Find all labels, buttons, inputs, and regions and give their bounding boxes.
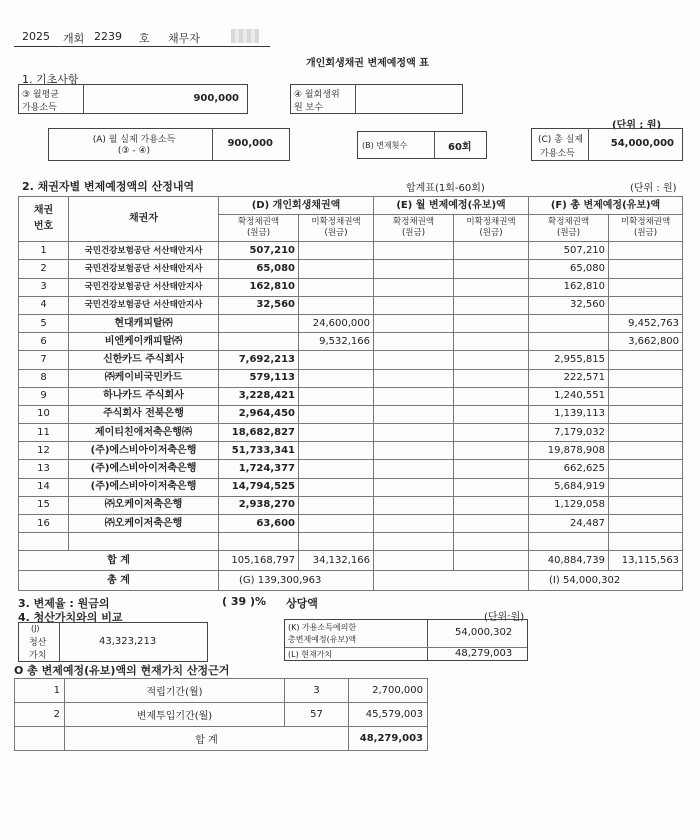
repayment-rate: ( 39 )% — [222, 595, 267, 608]
total-i: (I) 54,000,302 — [529, 571, 683, 591]
e-unconfirmed-header: 미확정채권액 (원금) — [454, 215, 529, 242]
row-e-confirmed — [374, 242, 454, 260]
row-creditor: 국민건강보험공단 서산태안지사 — [69, 278, 219, 296]
row-e-confirmed — [374, 260, 454, 278]
header-debtor-label: 채무자 — [168, 32, 200, 45]
row-no: 14 — [19, 478, 69, 496]
redacted-debtor-name — [231, 29, 259, 43]
header-underline — [14, 46, 270, 47]
row-e-confirmed — [374, 278, 454, 296]
row-no: 9 — [19, 387, 69, 405]
row-no: 5 — [19, 314, 69, 332]
row-d-confirmed: 18,682,827 — [219, 424, 299, 442]
row-e-confirmed — [374, 496, 454, 514]
row-d-unconfirmed: 24,600,000 — [299, 314, 374, 332]
row-creditor: (주)에스비아이저축은행 — [69, 442, 219, 460]
table-row — [19, 496, 683, 514]
table-row — [19, 351, 683, 369]
row-f-unconfirmed — [609, 424, 683, 442]
row-f-unconfirmed — [609, 442, 683, 460]
b-label: (B) 변제횟수 — [362, 141, 408, 150]
row-e-unconfirmed — [454, 478, 529, 496]
row-creditor: 주식회사 전북은행 — [69, 405, 219, 423]
basis-amount: 2,700,000 — [349, 679, 428, 703]
table-row — [19, 405, 683, 423]
table-row — [19, 478, 683, 496]
row-no: 7 — [19, 351, 69, 369]
trustee-fee-box — [290, 84, 463, 114]
table-row — [19, 260, 683, 278]
row-e-confirmed — [374, 515, 454, 533]
row-creditor: 국민건강보험공단 서산태안지사 — [69, 260, 219, 278]
basis-no: 2 — [15, 703, 65, 727]
section4-title: 4. 청산가치와의 비교 — [18, 611, 123, 624]
present-value-basis-table — [14, 678, 428, 751]
trustee-fee-label-2: 원 보수 — [294, 103, 323, 113]
row-d-unconfirmed — [299, 424, 374, 442]
row-d-confirmed: 7,692,213 — [219, 351, 299, 369]
d-unconfirmed-header: 미확정채권액 (원금) — [299, 215, 374, 242]
monthly-income-value: 900,000 — [193, 93, 239, 104]
row-f-confirmed: 2,955,815 — [529, 351, 609, 369]
row-e-unconfirmed — [454, 515, 529, 533]
row-d-unconfirmed — [299, 260, 374, 278]
row-d-unconfirmed — [299, 296, 374, 314]
row-creditor: ㈜케이비국민카드 — [69, 369, 219, 387]
section3-suffix: 상당액 — [286, 597, 318, 610]
l-value: 48,279,003 — [455, 648, 513, 659]
row-e-confirmed — [374, 351, 454, 369]
row-d-unconfirmed — [299, 478, 374, 496]
a-value: 900,000 — [227, 138, 273, 149]
row-creditor: 하나카드 주식회사 — [69, 387, 219, 405]
j-label-3: 가치 — [29, 651, 47, 661]
sum-f-confirmed: 40,884,739 — [529, 551, 609, 571]
f-confirmed-header: 확정채권액 (원금) — [529, 215, 609, 242]
row-f-unconfirmed — [609, 278, 683, 296]
row-e-unconfirmed — [454, 496, 529, 514]
a-available-income-box — [48, 128, 290, 161]
row-f-unconfirmed: 9,452,763 — [609, 314, 683, 332]
section1-unit: (단위 : 원) — [612, 120, 662, 131]
total-g: (G) 139,300,963 — [219, 571, 374, 591]
row-creditor: 국민건강보험공단 서산태안지사 — [69, 242, 219, 260]
row-d-confirmed: 65,080 — [219, 260, 299, 278]
j-label-1: (J) — [31, 624, 40, 633]
row-f-unconfirmed — [609, 405, 683, 423]
col-creditor-header: 채권자 — [69, 197, 219, 242]
table-row — [19, 333, 683, 351]
e-confirmed-header: 확정채권액 (원금) — [374, 215, 454, 242]
c-value: 54,000,000 — [610, 138, 674, 149]
row-f-unconfirmed — [609, 515, 683, 533]
row-e-unconfirmed — [454, 369, 529, 387]
row-creditor: 국민건강보험공단 서산태안지사 — [69, 296, 219, 314]
present-value-comparison-box — [284, 619, 528, 661]
row-f-unconfirmed — [609, 496, 683, 514]
row-d-unconfirmed — [299, 387, 374, 405]
header-case-type: 개회 — [63, 32, 85, 45]
row-d-confirmed: 63,600 — [219, 515, 299, 533]
table-row — [19, 369, 683, 387]
row-d-confirmed: 162,810 — [219, 278, 299, 296]
row-e-unconfirmed — [454, 405, 529, 423]
row-creditor: 현대캐피탈㈜ — [69, 314, 219, 332]
b-value: 60회 — [448, 142, 472, 153]
row-e-unconfirmed — [454, 260, 529, 278]
row-f-confirmed: 65,080 — [529, 260, 609, 278]
header-case-no: 2239 — [94, 30, 122, 43]
table-row — [19, 515, 683, 533]
row-e-confirmed — [374, 369, 454, 387]
row-e-confirmed — [374, 333, 454, 351]
basis-row — [15, 703, 428, 727]
b-repayment-count-box — [357, 131, 487, 159]
row-creditor: 비엔케이캐피탈㈜ — [69, 333, 219, 351]
header-ho: 호 — [139, 32, 150, 45]
row-f-unconfirmed — [609, 460, 683, 478]
row-f-confirmed: 162,810 — [529, 278, 609, 296]
row-f-confirmed — [529, 314, 609, 332]
row-f-confirmed: 5,684,919 — [529, 478, 609, 496]
row-d-confirmed — [219, 333, 299, 351]
row-no: 1 — [19, 242, 69, 260]
row-e-unconfirmed — [454, 314, 529, 332]
row-d-confirmed: 1,724,377 — [219, 460, 299, 478]
row-d-unconfirmed: 9,532,166 — [299, 333, 374, 351]
row-d-confirmed: 32,560 — [219, 296, 299, 314]
table-row — [19, 242, 683, 260]
row-e-confirmed — [374, 442, 454, 460]
row-no: 4 — [19, 296, 69, 314]
row-d-confirmed: 579,113 — [219, 369, 299, 387]
document-title: 개인회생채권 변제예정액 표 — [306, 58, 429, 69]
row-no: 6 — [19, 333, 69, 351]
row-f-unconfirmed — [609, 242, 683, 260]
row-d-unconfirmed — [299, 405, 374, 423]
row-e-unconfirmed — [454, 296, 529, 314]
row-e-unconfirmed — [454, 242, 529, 260]
row-d-unconfirmed — [299, 442, 374, 460]
row-e-confirmed — [374, 387, 454, 405]
blank-row — [19, 533, 683, 551]
basis-months: 57 — [285, 703, 349, 727]
col-no-header: 채권 번호 — [19, 197, 69, 242]
total-label: 총 계 — [19, 571, 219, 591]
c-label-2: 가용소득 — [540, 149, 575, 159]
table-row — [19, 278, 683, 296]
section1-title: 1. 기초사항 — [22, 73, 79, 86]
row-e-unconfirmed — [454, 387, 529, 405]
row-no: 11 — [19, 424, 69, 442]
table-row — [19, 296, 683, 314]
row-f-confirmed: 1,129,058 — [529, 496, 609, 514]
k-label-2: 총변제예정(유보)액 — [288, 635, 357, 644]
table-row — [19, 460, 683, 478]
c-label-1: (C) 총 실제 — [538, 135, 584, 145]
j-value: 43,323,213 — [99, 636, 157, 647]
row-e-confirmed — [374, 314, 454, 332]
creditor-repayment-table — [18, 196, 683, 591]
basis-amount: 45,579,003 — [349, 703, 428, 727]
row-creditor: 제이티친애저축은행㈜ — [69, 424, 219, 442]
row-d-confirmed: 14,794,525 — [219, 478, 299, 496]
row-creditor: 신한카드 주식회사 — [69, 351, 219, 369]
section2-summary-note: 합계표(1회-60회) — [406, 183, 485, 194]
row-no: 12 — [19, 442, 69, 460]
row-d-unconfirmed — [299, 515, 374, 533]
j-label-2: 청산 — [29, 638, 47, 648]
row-no: 10 — [19, 405, 69, 423]
row-d-unconfirmed — [299, 460, 374, 478]
monthly-income-label-1: ③ 월평균 — [22, 90, 60, 100]
monthly-income-box — [18, 84, 248, 114]
row-d-confirmed: 2,964,450 — [219, 405, 299, 423]
row-d-confirmed — [219, 314, 299, 332]
basis-label: 적립기간(월) — [65, 679, 285, 703]
basis-sum-label: 합 계 — [65, 727, 349, 751]
d-confirmed-header: 확정채권액 (원금) — [219, 215, 299, 242]
section2-title: 2. 채권자별 변제예정액의 산정내역 — [22, 180, 195, 193]
row-e-confirmed — [374, 424, 454, 442]
row-f-unconfirmed — [609, 351, 683, 369]
row-d-unconfirmed — [299, 369, 374, 387]
row-f-unconfirmed — [609, 387, 683, 405]
row-d-confirmed: 507,210 — [219, 242, 299, 260]
table-row — [19, 314, 683, 332]
basis-sum-row — [15, 727, 428, 751]
sum-row — [19, 551, 683, 571]
row-no: 16 — [19, 515, 69, 533]
f-unconfirmed-header: 미확정채권액 (원금) — [609, 215, 683, 242]
l-label: (L) 현재가치 — [288, 650, 333, 659]
row-e-unconfirmed — [454, 442, 529, 460]
row-f-unconfirmed — [609, 296, 683, 314]
total-row — [19, 571, 683, 591]
row-f-confirmed: 222,571 — [529, 369, 609, 387]
row-no: 15 — [19, 496, 69, 514]
section4-unit: (단위:원) — [484, 612, 525, 623]
row-e-unconfirmed — [454, 278, 529, 296]
a-label-2: (③ - ④) — [117, 146, 151, 156]
row-f-confirmed: 24,487 — [529, 515, 609, 533]
row-f-confirmed — [529, 333, 609, 351]
row-e-unconfirmed — [454, 424, 529, 442]
row-f-unconfirmed — [609, 369, 683, 387]
row-e-unconfirmed — [454, 351, 529, 369]
row-d-confirmed: 3,228,421 — [219, 387, 299, 405]
basis-row — [15, 679, 428, 703]
k-value: 54,000,302 — [455, 627, 513, 638]
basis-label: 변제투입기간(월) — [65, 703, 285, 727]
sum-d-unconfirmed: 34,132,166 — [299, 551, 374, 571]
header-year: 2025 — [22, 30, 50, 43]
col-f-header: (F) 총 변제예정(유보)액 — [529, 197, 683, 215]
row-no: 2 — [19, 260, 69, 278]
c-total-income-box — [531, 128, 683, 161]
row-e-confirmed — [374, 460, 454, 478]
row-f-confirmed: 7,179,032 — [529, 424, 609, 442]
row-d-unconfirmed — [299, 242, 374, 260]
row-creditor: (주)에스비아이저축은행 — [69, 478, 219, 496]
table-row — [19, 387, 683, 405]
row-e-unconfirmed — [454, 460, 529, 478]
row-e-confirmed — [374, 405, 454, 423]
row-d-unconfirmed — [299, 351, 374, 369]
row-no: 13 — [19, 460, 69, 478]
row-creditor: (주)에스비아이저축은행 — [69, 460, 219, 478]
row-d-unconfirmed — [299, 496, 374, 514]
section5-title: O 총 변제예정(유보)액의 현재가치 산정근거 — [14, 664, 230, 677]
row-e-unconfirmed — [454, 333, 529, 351]
sum-f-unconfirmed: 13,115,563 — [609, 551, 683, 571]
basis-sum-amount: 48,279,003 — [349, 727, 428, 751]
row-no: 8 — [19, 369, 69, 387]
trustee-fee-label-1: ④ 월회생위 — [294, 90, 340, 100]
monthly-income-label-2: 가용소득 — [22, 103, 57, 113]
basis-months: 3 — [285, 679, 349, 703]
row-d-confirmed: 51,733,341 — [219, 442, 299, 460]
basis-no: 1 — [15, 679, 65, 703]
row-d-confirmed: 2,938,270 — [219, 496, 299, 514]
row-f-unconfirmed — [609, 478, 683, 496]
row-f-confirmed: 1,139,113 — [529, 405, 609, 423]
row-creditor: ㈜오케이저축은행 — [69, 515, 219, 533]
row-f-confirmed: 32,560 — [529, 296, 609, 314]
row-f-unconfirmed: 3,662,800 — [609, 333, 683, 351]
section3-title: 3. 변제율 : 원금의 — [18, 597, 110, 610]
k-label-1: (K) 가용소득에의한 — [288, 623, 357, 632]
row-creditor: ㈜오케이저축은행 — [69, 496, 219, 514]
row-e-confirmed — [374, 296, 454, 314]
row-f-confirmed: 19,878,908 — [529, 442, 609, 460]
section2-unit: (단위 : 원) — [630, 183, 677, 194]
row-f-confirmed: 662,625 — [529, 460, 609, 478]
col-e-header: (E) 월 변제예정(유보)액 — [374, 197, 529, 215]
row-f-confirmed: 507,210 — [529, 242, 609, 260]
a-label-1: (A) 월 실제 가용소득 — [92, 135, 176, 145]
col-d-header: (D) 개인회생채권액 — [219, 197, 374, 215]
sum-d-confirmed: 105,168,797 — [219, 551, 299, 571]
table-row — [19, 424, 683, 442]
row-d-unconfirmed — [299, 278, 374, 296]
liquidation-value-box — [18, 622, 208, 662]
row-e-confirmed — [374, 478, 454, 496]
row-f-confirmed: 1,240,551 — [529, 387, 609, 405]
sum-label: 합 계 — [19, 551, 219, 571]
table-row — [19, 442, 683, 460]
row-f-unconfirmed — [609, 260, 683, 278]
row-no: 3 — [19, 278, 69, 296]
